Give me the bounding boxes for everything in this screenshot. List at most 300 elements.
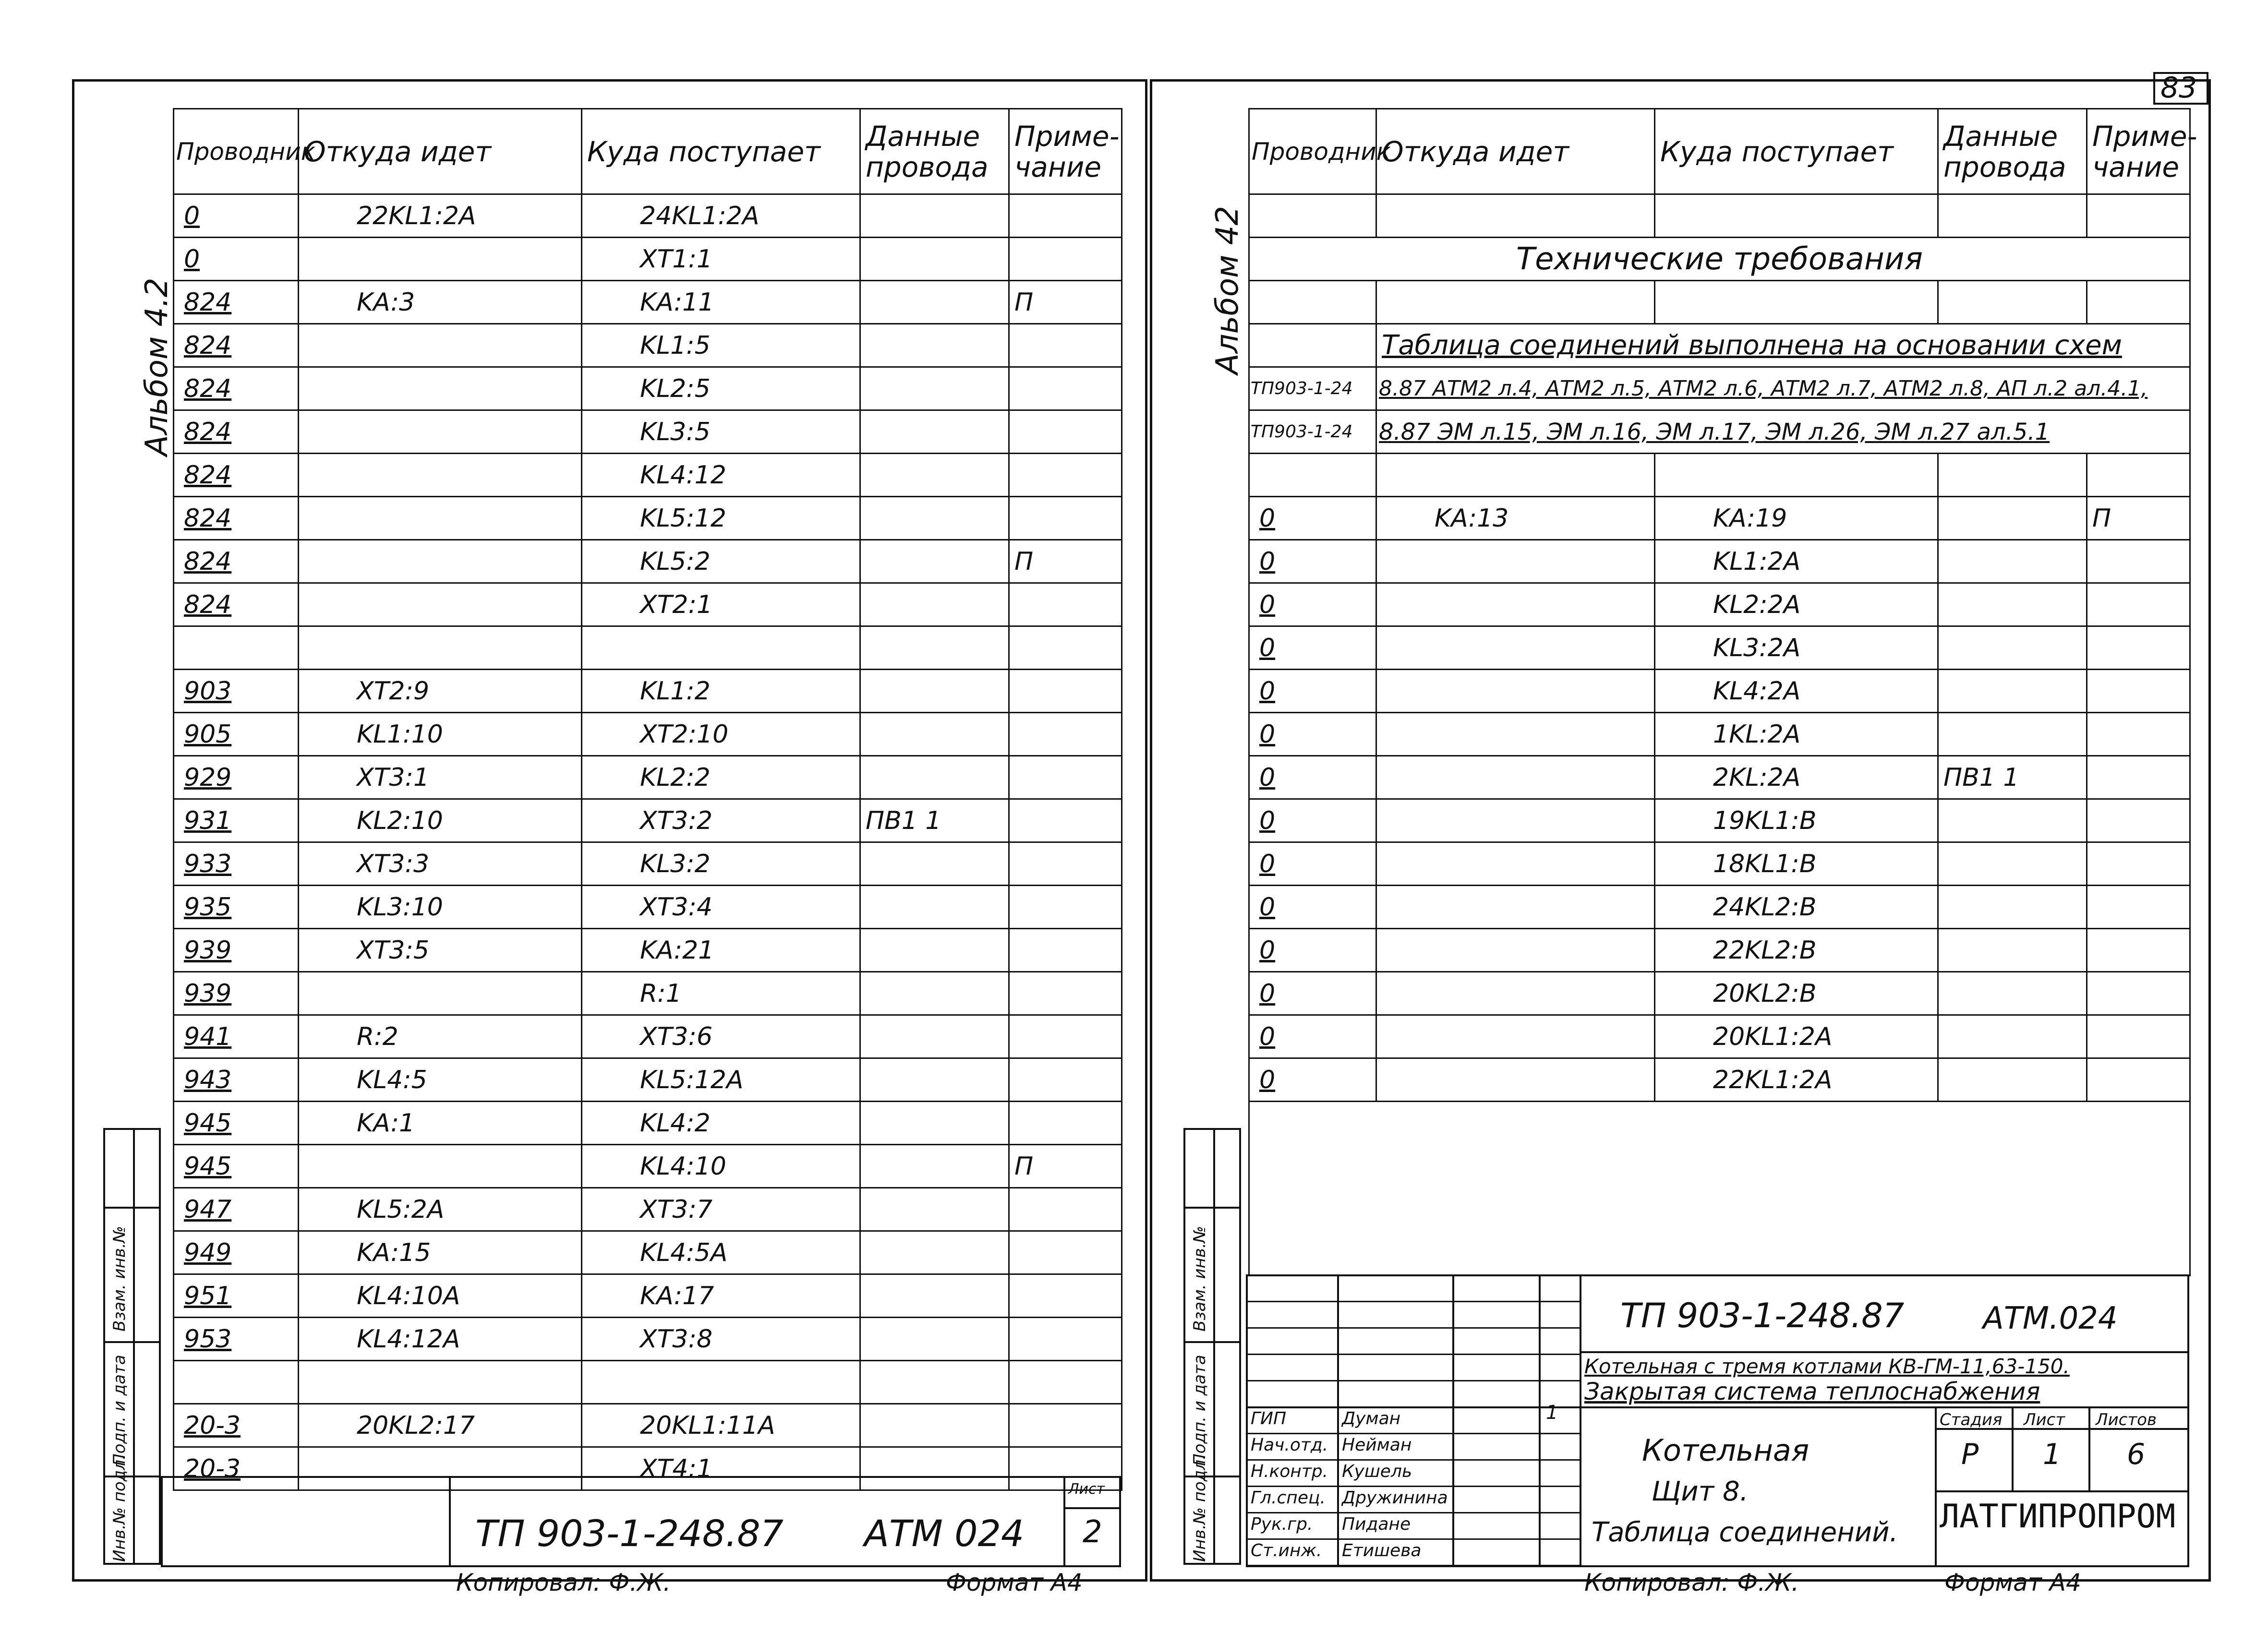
cell-note xyxy=(2087,583,2190,626)
left-strip-label-sign: Подп. и дата xyxy=(110,1355,129,1466)
cell-data xyxy=(860,367,1009,410)
cell-from xyxy=(1376,583,1655,626)
table-row xyxy=(174,410,1122,454)
table-header xyxy=(174,109,1122,194)
left-strip-label-inv: Инв.№ подл. xyxy=(110,1454,129,1562)
cell-note: П xyxy=(1009,540,1122,583)
cell-data xyxy=(860,1274,1009,1318)
cell-wire: 903 xyxy=(174,670,299,713)
cell-wire: 947 xyxy=(174,1188,299,1231)
cell-wire xyxy=(174,1361,299,1404)
right-strip-label-sign: Подп. и дата xyxy=(1190,1355,1209,1466)
cell-wire: 0 xyxy=(1249,540,1376,583)
cell-from: KA:1 xyxy=(299,1102,582,1145)
cell-to: KL4:12 xyxy=(582,454,860,497)
table-row xyxy=(1249,756,2190,799)
table-row xyxy=(1249,713,2190,756)
signature-role: Н.контр. xyxy=(1251,1462,1328,1481)
cell-note xyxy=(1009,670,1122,713)
cell-from: KL1:10 xyxy=(299,713,582,756)
cell-note xyxy=(1009,756,1122,799)
table-row xyxy=(174,929,1122,972)
signature-role: Рук.гр. xyxy=(1251,1514,1313,1534)
cell-from xyxy=(1376,1058,1655,1102)
cell-note: П xyxy=(2087,497,2190,540)
cell-data xyxy=(860,842,1009,886)
cell-data xyxy=(1938,540,2087,583)
cell-wire: 939 xyxy=(174,972,299,1015)
cell-wire: 933 xyxy=(174,842,299,886)
table-row xyxy=(1249,626,2190,670)
cell-to: 19KL1:B xyxy=(1655,799,1938,842)
cell-from xyxy=(1376,972,1655,1015)
cell-note xyxy=(1009,626,1122,670)
tech-line2-code: ТП903-1-24 xyxy=(1249,410,1376,454)
column-header-to: Куда поступает xyxy=(582,109,860,194)
signature-role: Нач.отд. xyxy=(1251,1435,1328,1455)
cell-note xyxy=(2087,972,2190,1015)
organization-name: ЛАТГИПРОПРОМ xyxy=(1940,1498,2176,1536)
table-header-right xyxy=(1249,109,2190,194)
title-line3: Таблица соединений. xyxy=(1592,1517,1898,1548)
right-doc-mark: АТМ.024 xyxy=(1983,1301,2118,1336)
cell-data xyxy=(860,1058,1009,1102)
cell-from: KL4:12A xyxy=(299,1318,582,1361)
cell-note xyxy=(1009,842,1122,886)
object-name-line1: Котельная с тремя котлами КВ-ГМ-11,63-150. xyxy=(1584,1355,2070,1378)
column-header-note-right: Приме-чание xyxy=(2087,109,2190,194)
cell-note xyxy=(1009,1188,1122,1231)
table-row xyxy=(1249,1015,2190,1058)
cell-to: 20KL1:11A xyxy=(582,1404,860,1447)
table-row xyxy=(174,324,1122,367)
cell-to: KA:21 xyxy=(582,929,860,972)
table-row xyxy=(174,540,1122,583)
table-row xyxy=(174,799,1122,842)
cell-wire: 953 xyxy=(174,1318,299,1361)
cell-to: XT2:1 xyxy=(582,583,860,626)
signature-role: Ст.инж. xyxy=(1251,1541,1322,1560)
column-header-note: Приме-чание xyxy=(1009,109,1122,194)
cell-data xyxy=(860,626,1009,670)
cell-note xyxy=(1009,972,1122,1015)
cell-data xyxy=(1938,713,2087,756)
cell-to: R:1 xyxy=(582,972,860,1015)
cell-note xyxy=(1009,497,1122,540)
object-name-line2: Закрытая система теплоснабжения xyxy=(1584,1378,2040,1405)
cell-note: П xyxy=(1009,281,1122,324)
signature-name: Думан xyxy=(1342,1409,1401,1428)
cell-data xyxy=(1938,929,2087,972)
title-line2: Щит 8. xyxy=(1652,1476,1749,1507)
cell-note xyxy=(1009,238,1122,281)
cell-wire: 949 xyxy=(174,1231,299,1274)
cell-data xyxy=(860,1404,1009,1447)
right-copied-by: Копировал: Ф.Ж. xyxy=(1584,1569,1799,1596)
cell-data xyxy=(860,972,1009,1015)
cell-to: KL3:2A xyxy=(1655,626,1938,670)
cell-data xyxy=(860,670,1009,713)
cell-from: XT3:1 xyxy=(299,756,582,799)
cell-from: 22KL1:2A xyxy=(299,194,582,238)
right-strip-label-inv: Инв.№ подл. xyxy=(1190,1454,1209,1562)
cell-data xyxy=(860,1318,1009,1361)
table-row xyxy=(174,1404,1122,1447)
cell-to: 24KL2:B xyxy=(1655,886,1938,929)
signature-name: Етишева xyxy=(1342,1541,1422,1560)
cell-data xyxy=(860,281,1009,324)
left-copied-by: Копировал: Ф.Ж. xyxy=(456,1569,671,1596)
table-row xyxy=(174,713,1122,756)
cell-from xyxy=(1376,713,1655,756)
cell-data xyxy=(860,1015,1009,1058)
cell-from: KL3:10 xyxy=(299,886,582,929)
cell-to: KL5:2 xyxy=(582,540,860,583)
cell-note xyxy=(2087,929,2190,972)
cell-to: KL2:2A xyxy=(1655,583,1938,626)
cell-note xyxy=(1009,1404,1122,1447)
cell-to: XT3:6 xyxy=(582,1015,860,1058)
cell-from xyxy=(299,410,582,454)
left-side-strip xyxy=(103,1128,161,1565)
table-row xyxy=(174,497,1122,540)
page-number: 83 xyxy=(2160,71,2197,105)
signature-name: Нейман xyxy=(1342,1435,1412,1455)
cell-data xyxy=(860,713,1009,756)
table-row xyxy=(174,1318,1122,1361)
table-row xyxy=(1249,972,2190,1015)
cell-to: KL5:12 xyxy=(582,497,860,540)
cell-data xyxy=(1938,1058,2087,1102)
table-row xyxy=(174,1015,1122,1058)
cell-from: KL5:2A xyxy=(299,1188,582,1231)
cell-note xyxy=(1009,886,1122,929)
cell-to: KL4:10 xyxy=(582,1145,860,1188)
cell-wire: 931 xyxy=(174,799,299,842)
table-row xyxy=(1249,583,2190,626)
cell-wire: 0 xyxy=(1249,713,1376,756)
cell-wire: 824 xyxy=(174,324,299,367)
cell-wire: 939 xyxy=(174,929,299,972)
tech-line2-text: 8.87 ЭМ л.15, ЭМ л.16, ЭМ л.17, ЭМ л.26, ЭМ л.27 ал.5.1 xyxy=(1376,410,2190,454)
cell-wire: 0 xyxy=(1249,842,1376,886)
table-row xyxy=(174,886,1122,929)
right-format: Формат А4 xyxy=(1944,1569,2081,1596)
cell-wire: 951 xyxy=(174,1274,299,1318)
cell-to: XT2:10 xyxy=(582,713,860,756)
table-row xyxy=(1249,929,2190,972)
signature-name: Пидане xyxy=(1342,1514,1411,1534)
left-sheet-number: 2 xyxy=(1083,1514,1102,1550)
table-row xyxy=(174,670,1122,713)
cell-data xyxy=(1938,1015,2087,1058)
cell-note xyxy=(1009,1318,1122,1361)
table-row xyxy=(1249,799,2190,842)
cell-note xyxy=(1009,324,1122,367)
cell-data xyxy=(860,540,1009,583)
cell-data xyxy=(860,1188,1009,1231)
table-row xyxy=(174,194,1122,238)
table-row xyxy=(1249,497,2190,540)
signature-name: Кушель xyxy=(1342,1462,1412,1481)
column-header-data-right: Данные провода xyxy=(1938,109,2087,194)
column-header-to-right: Куда поступает xyxy=(1655,109,1938,194)
cell-note xyxy=(1009,1102,1122,1145)
cell-from xyxy=(299,497,582,540)
table-row xyxy=(1249,842,2190,886)
cell-to: 24KL1:2A xyxy=(582,194,860,238)
tech-line2-row xyxy=(1249,410,2190,454)
cell-wire: 0 xyxy=(1249,1015,1376,1058)
cell-from xyxy=(299,367,582,410)
cell-to: XT3:8 xyxy=(582,1318,860,1361)
sheet-value: 1 xyxy=(2043,1438,2062,1471)
column-header-wire-right: Проводник xyxy=(1249,109,1376,194)
table-row xyxy=(174,1188,1122,1231)
cell-data xyxy=(860,410,1009,454)
cell-from: R:2 xyxy=(299,1015,582,1058)
cell-to: KL4:2 xyxy=(582,1102,860,1145)
cell-note xyxy=(1009,1274,1122,1318)
table-row xyxy=(174,454,1122,497)
cell-from xyxy=(1376,886,1655,929)
cell-from xyxy=(1376,626,1655,670)
cell-to: KL2:2 xyxy=(582,756,860,799)
tech-line1-row xyxy=(1249,367,2190,410)
cell-wire: 0 xyxy=(1249,583,1376,626)
cell-from xyxy=(299,583,582,626)
cell-wire: 824 xyxy=(174,497,299,540)
left-doc-code: ТП 903-1-248.87 xyxy=(475,1512,784,1555)
cell-wire: 0 xyxy=(1249,799,1376,842)
cell-to: KA:19 xyxy=(1655,497,1938,540)
sheet-index-mark: 1 xyxy=(1546,1402,1558,1424)
cell-wire: 0 xyxy=(1249,886,1376,929)
right-strip-label-replace: Взам. инв.№ xyxy=(1190,1225,1209,1332)
cell-to: KL3:5 xyxy=(582,410,860,454)
column-header-wire: Проводник xyxy=(174,109,299,194)
cell-to: 18KL1:B xyxy=(1655,842,1938,886)
cell-to: 22KL2:B xyxy=(1655,929,1938,972)
cell-wire: 929 xyxy=(174,756,299,799)
table-row xyxy=(1249,1058,2190,1102)
cell-from xyxy=(299,324,582,367)
cell-to: KL5:12A xyxy=(582,1058,860,1102)
cell-note xyxy=(1009,454,1122,497)
title-line1: Котельная xyxy=(1642,1433,1810,1468)
cell-note xyxy=(1009,1361,1122,1404)
cell-wire: 905 xyxy=(174,713,299,756)
cell-data xyxy=(860,1102,1009,1145)
tech-intro-row xyxy=(1249,324,2190,367)
cell-wire: 945 xyxy=(174,1102,299,1145)
column-header-from: Откуда идет xyxy=(299,109,582,194)
cell-from: XT2:9 xyxy=(299,670,582,713)
cell-note xyxy=(1009,1015,1122,1058)
cell-data xyxy=(860,324,1009,367)
cell-note xyxy=(1009,410,1122,454)
cell-to: 2KL:2A xyxy=(1655,756,1938,799)
cell-note xyxy=(1009,929,1122,972)
cell-to: 22KL1:2A xyxy=(1655,1058,1938,1102)
cell-to: KL2:5 xyxy=(582,367,860,410)
cell-data xyxy=(1938,497,2087,540)
cell-note xyxy=(2087,1015,2190,1058)
table-row xyxy=(174,367,1122,410)
left-format: Формат А4 xyxy=(946,1569,1083,1596)
cell-wire: 0 xyxy=(1249,670,1376,713)
cell-wire: 0 xyxy=(1249,1058,1376,1102)
album-label-left: Альбом 4.2 xyxy=(139,277,175,456)
cell-from: KL2:10 xyxy=(299,799,582,842)
cell-wire: 0 xyxy=(174,194,299,238)
table-row xyxy=(174,1274,1122,1318)
cell-from xyxy=(299,972,582,1015)
tech-line1-code: ТП903-1-24 xyxy=(1249,367,1376,410)
cell-data xyxy=(1938,670,2087,713)
cell-wire: 824 xyxy=(174,281,299,324)
table-row xyxy=(174,626,1122,670)
stage-value: Р xyxy=(1961,1438,1979,1471)
cell-from xyxy=(299,454,582,497)
cell-to: 20KL1:2A xyxy=(1655,1015,1938,1058)
cell-wire: 0 xyxy=(1249,626,1376,670)
cell-wire: 824 xyxy=(174,410,299,454)
cell-from xyxy=(299,1361,582,1404)
cell-from xyxy=(1376,1015,1655,1058)
table-row xyxy=(174,1102,1122,1145)
cell-to: XT3:7 xyxy=(582,1188,860,1231)
cell-to: KL1:2A xyxy=(1655,540,1938,583)
signature-role: Гл.спец. xyxy=(1251,1488,1326,1508)
left-sheet-label: Лист xyxy=(1068,1481,1105,1498)
cell-note xyxy=(1009,799,1122,842)
table-row xyxy=(1249,540,2190,583)
cell-wire: 20-3 xyxy=(174,1447,299,1490)
sheet-label: Лист xyxy=(2024,1410,2065,1429)
cell-to: KL1:2 xyxy=(582,670,860,713)
cell-data xyxy=(860,238,1009,281)
cell-from xyxy=(1376,929,1655,972)
cell-to: KL4:5A xyxy=(582,1231,860,1274)
cell-wire: 0 xyxy=(1249,497,1376,540)
cell-to: XT3:4 xyxy=(582,886,860,929)
cell-data xyxy=(860,454,1009,497)
table-row xyxy=(174,1361,1122,1404)
cell-note xyxy=(2087,670,2190,713)
cell-data xyxy=(1938,583,2087,626)
cell-wire: 943 xyxy=(174,1058,299,1102)
table-row xyxy=(174,842,1122,886)
cell-to: KL1:5 xyxy=(582,324,860,367)
cell-to: 1KL:2A xyxy=(1655,713,1938,756)
cell-note xyxy=(2087,842,2190,886)
cell-to: XT1:1 xyxy=(582,238,860,281)
cell-note xyxy=(1009,713,1122,756)
right-side-strip xyxy=(1183,1128,1241,1565)
cell-note xyxy=(2087,886,2190,929)
empty-area xyxy=(1249,1102,2190,1276)
left-strip-label-replace: Взам. инв.№ xyxy=(110,1225,129,1332)
cell-wire: 0 xyxy=(1249,756,1376,799)
cell-wire: 935 xyxy=(174,886,299,929)
table-row xyxy=(174,756,1122,799)
sheets-label: Листов xyxy=(2096,1410,2157,1429)
cell-wire: 824 xyxy=(174,454,299,497)
cell-from: KA:3 xyxy=(299,281,582,324)
left-doc-mark: АТМ 024 xyxy=(864,1512,1025,1555)
cell-to: KL4:2A xyxy=(1655,670,1938,713)
cell-note xyxy=(2087,756,2190,799)
left-connection-table xyxy=(173,108,1122,1491)
cell-wire: 824 xyxy=(174,367,299,410)
column-header-from-right: Откуда идет xyxy=(1376,109,1655,194)
cell-to: 20KL2:B xyxy=(1655,972,1938,1015)
cell-from xyxy=(1376,670,1655,713)
table-row xyxy=(1249,670,2190,713)
tech-line1-text: 8.87 АТМ2 л.4, АТМ2 л.5, АТМ2 л.6, АТМ2 л.7, АТМ2 л.8, АП л.2 ал.4.1, xyxy=(1376,367,2190,410)
cell-note xyxy=(2087,799,2190,842)
cell-to: XT4:1 xyxy=(582,1447,860,1490)
cell-wire xyxy=(174,626,299,670)
cell-note xyxy=(1009,1231,1122,1274)
table-row xyxy=(174,281,1122,324)
cell-data xyxy=(860,194,1009,238)
table-row xyxy=(174,972,1122,1015)
table-row xyxy=(1249,886,2190,929)
cell-data xyxy=(860,1361,1009,1404)
cell-note xyxy=(1009,194,1122,238)
cell-note xyxy=(1009,367,1122,410)
tech-requirements-row xyxy=(1249,238,2190,281)
cell-data xyxy=(860,756,1009,799)
cell-data: ПВ1 1 xyxy=(860,799,1009,842)
cell-to: KA:17 xyxy=(582,1274,860,1318)
sheets-total-value: 6 xyxy=(2127,1438,2146,1471)
cell-note xyxy=(2087,713,2190,756)
cell-to: KA:11 xyxy=(582,281,860,324)
cell-to: XT3:2 xyxy=(582,799,860,842)
cell-wire: 941 xyxy=(174,1015,299,1058)
table-row xyxy=(174,238,1122,281)
table-row xyxy=(174,583,1122,626)
cell-from: KL4:10A xyxy=(299,1274,582,1318)
cell-from: 20KL2:17 xyxy=(299,1404,582,1447)
cell-data xyxy=(860,1145,1009,1188)
cell-note xyxy=(2087,626,2190,670)
cell-wire: 0 xyxy=(174,238,299,281)
right-doc-code: ТП 903-1-248.87 xyxy=(1620,1296,1905,1335)
stage-label: Стадия xyxy=(1940,1410,2003,1429)
signature-name: Дружинина xyxy=(1342,1488,1448,1508)
cell-data xyxy=(860,583,1009,626)
cell-to xyxy=(582,1361,860,1404)
tech-requirements-title: Технические требования xyxy=(1249,238,2190,281)
cell-wire: 824 xyxy=(174,583,299,626)
cell-data xyxy=(860,1231,1009,1274)
cell-data xyxy=(1938,799,2087,842)
cell-from xyxy=(1376,756,1655,799)
table-row xyxy=(174,1058,1122,1102)
column-header-data: Данные провода xyxy=(860,109,1009,194)
cell-from xyxy=(1376,842,1655,886)
cell-note: П xyxy=(1009,1145,1122,1188)
album-label-right: Альбом 42 xyxy=(1210,205,1245,374)
cell-data xyxy=(1938,972,2087,1015)
cell-from xyxy=(299,1145,582,1188)
cell-wire: 824 xyxy=(174,540,299,583)
table-row xyxy=(174,1231,1122,1274)
